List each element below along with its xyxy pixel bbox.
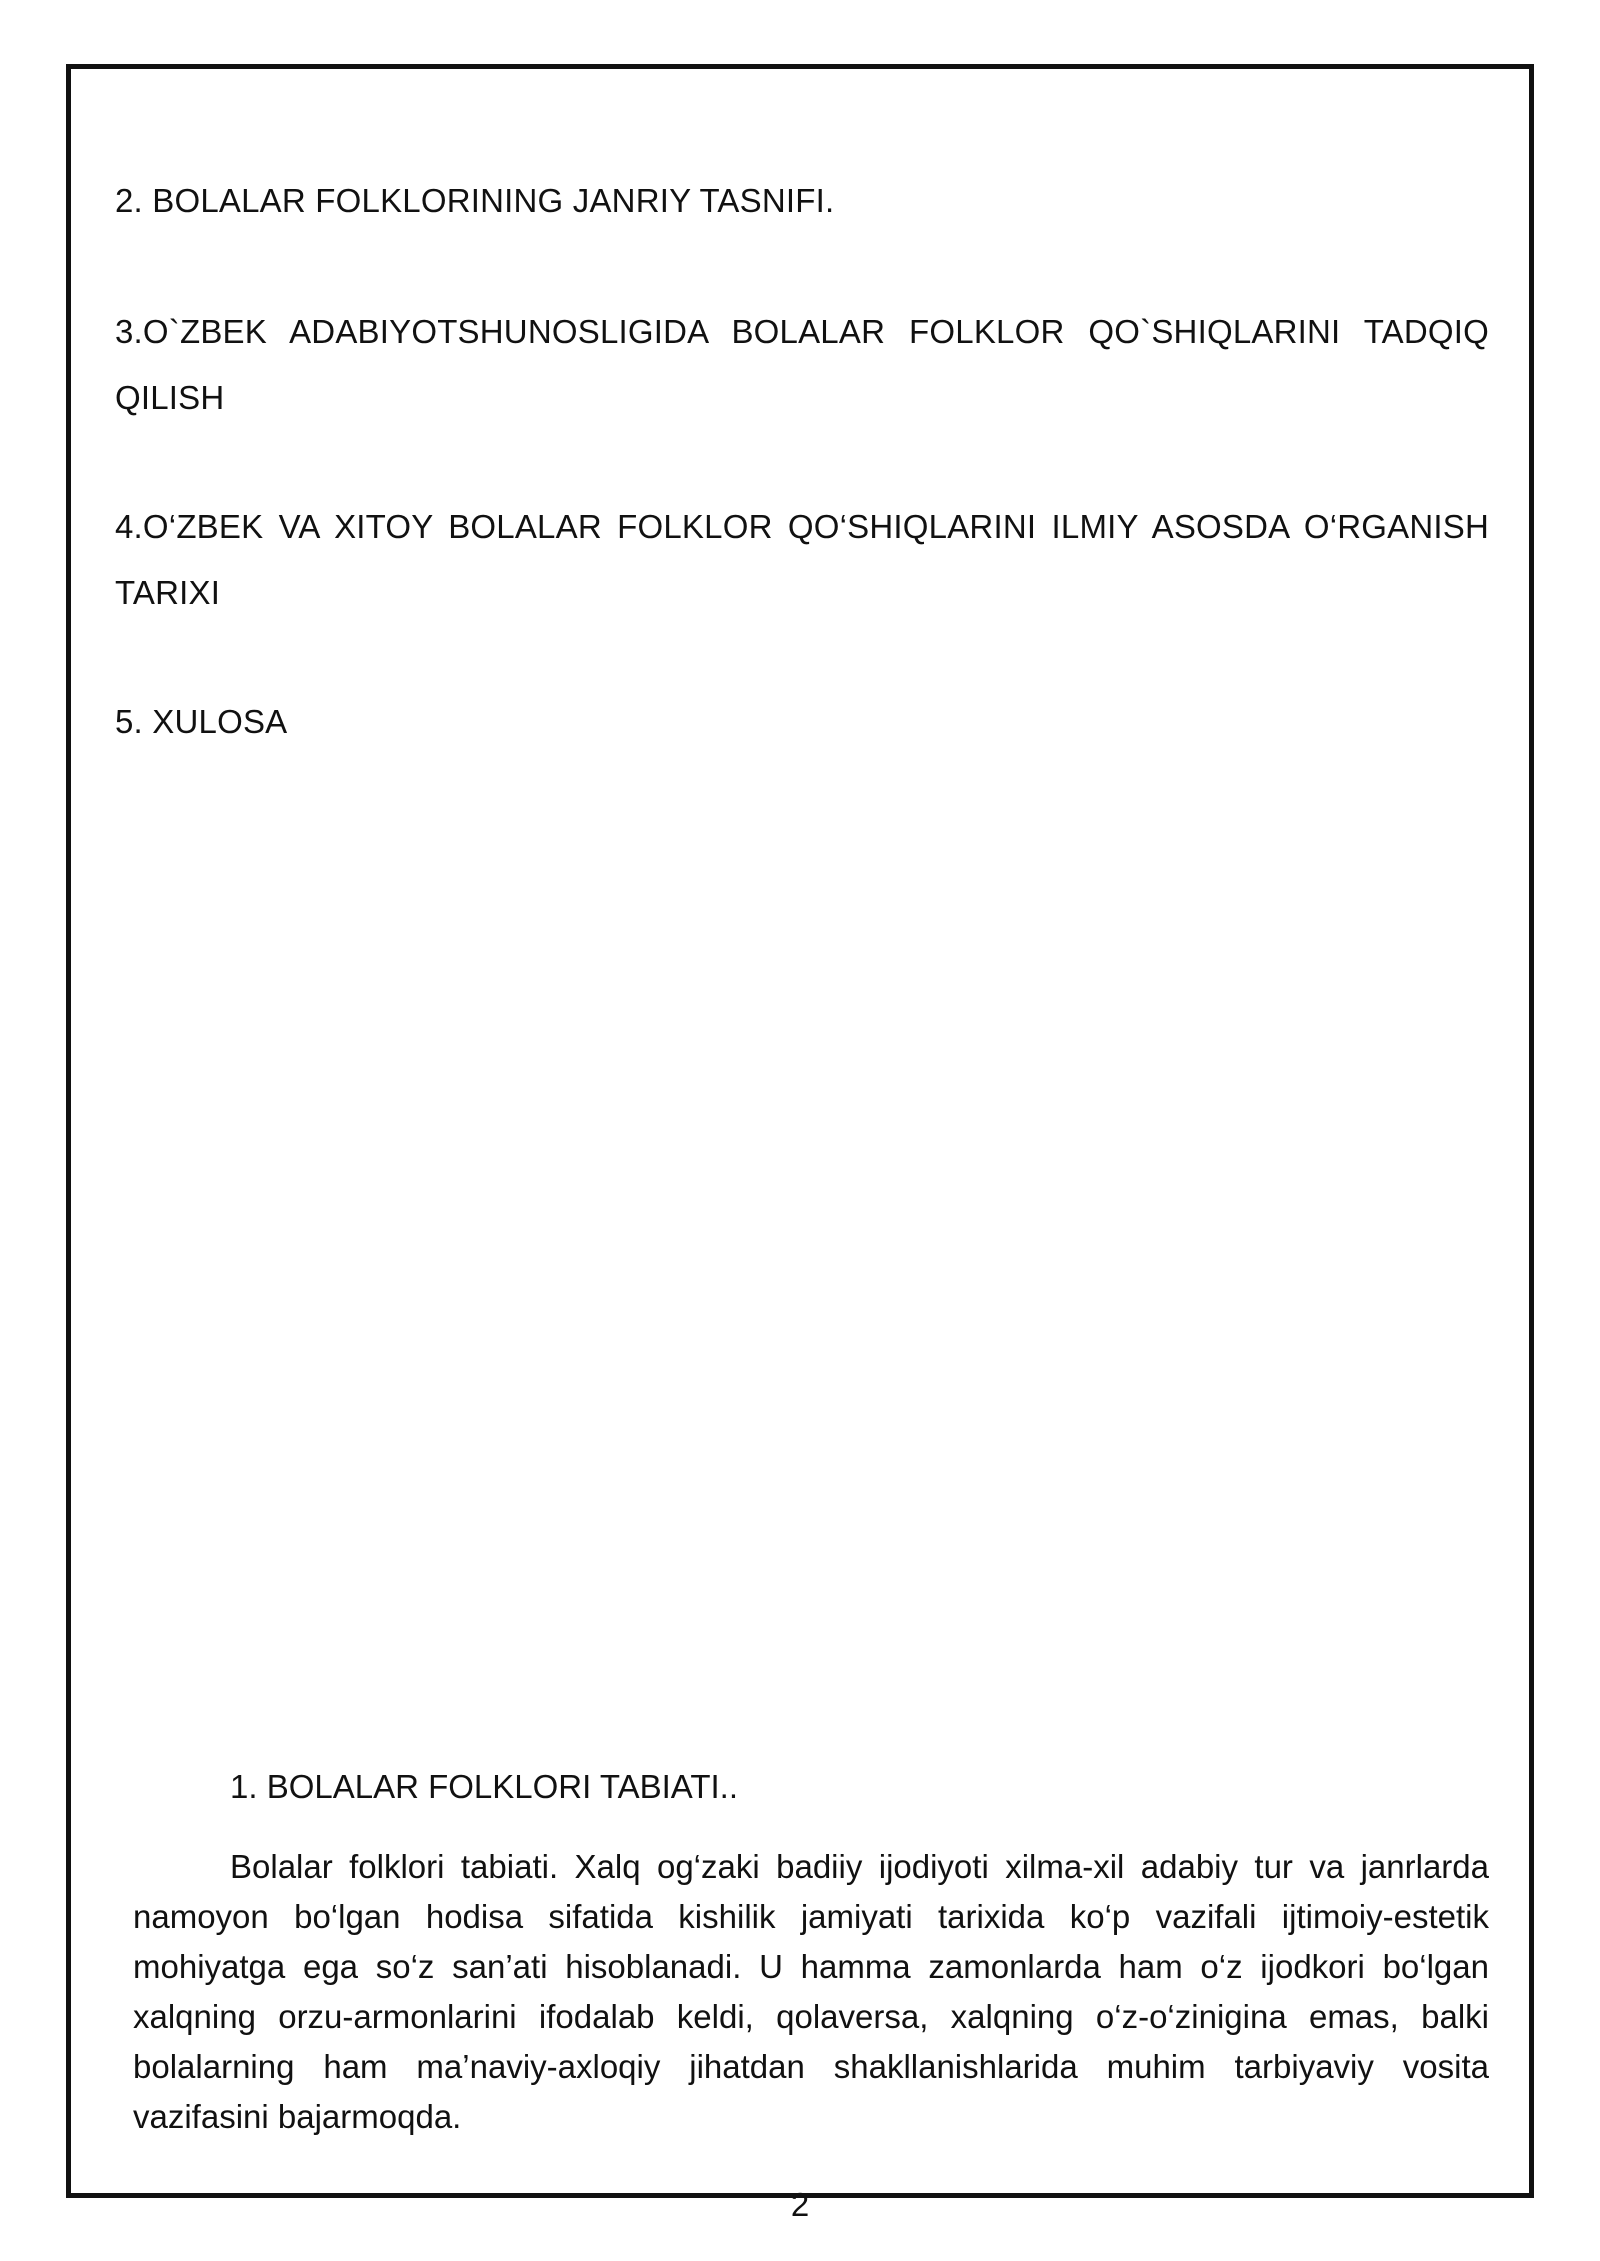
section-heading: 1. BOLALAR FOLKLORI TABIATI..: [230, 1768, 739, 1805]
toc-item-5: 5. XULOSA: [115, 703, 288, 740]
body-paragraph: Bolalar folklori tabiati. Xalq og‘zaki badiiy ijodiyoti xilma-xil adabiy tur va janrlarda namoyon bo‘lgan hodisa sifatida kishilik jamiyati tarixida ko‘p vazifali ijtimoiy-estetik mohiyatga ega so‘z san’ati hisoblanadi. U hamma zamonlarda ham o‘z ijodkori bo‘lgan xalqning orzu-armonlarini ifodalab keldi, qolaversa, xalqning o‘z-o‘zinigina emas, balki bolalarning ham ma’naviy-axloqiy jihatdan shakllanishlarida muhim tarbiyaviy vosita vazifasini bajarmoqda.: [133, 1848, 1489, 2135]
page-number: 2: [790, 2186, 810, 2223]
toc-item-4: 4.O‘ZBEK VA XITOY BOLALAR FOLKLOR QO‘SHIQLARINI ILMIY ASOSDA O‘RGANISH TARIXI: [115, 508, 1489, 611]
toc-item-2: 2. BOLALAR FOLKLORINING JANRIY TASNIFI.: [115, 182, 835, 219]
toc-item-3: 3.O`ZBEK ADABIYOTSHUNOSLIGIDA BOLALAR FOLKLOR QO`SHIQLARINI TADQIQ QILISH: [115, 313, 1489, 416]
